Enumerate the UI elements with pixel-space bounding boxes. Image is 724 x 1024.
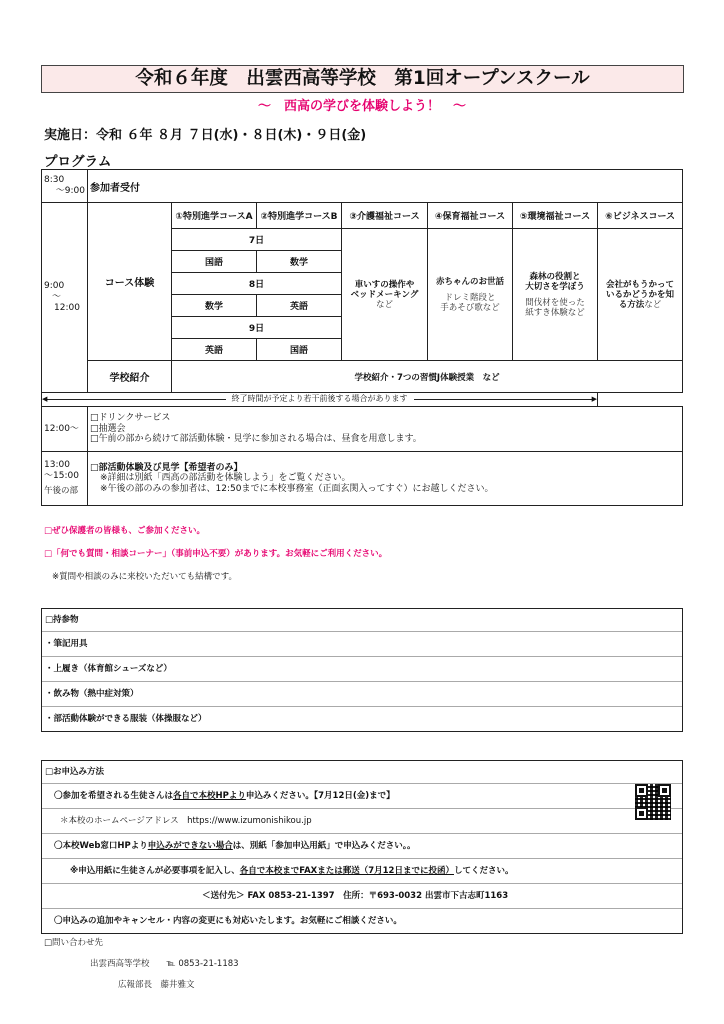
noon-item: □午前の部から続けて部活動体験・見学に参加される場合は、昼食を用意します。 <box>90 434 422 445</box>
time-end: ～9:00 <box>55 186 85 196</box>
day-9-label: 9日 <box>172 317 342 339</box>
apply-text: ※申込用紙に生徒さんが必要事項を記入し、 <box>70 866 240 876</box>
biz-sub-text: など <box>644 299 662 310</box>
program-heading: プログラム <box>44 154 112 170</box>
main-time-sep: ～ <box>52 292 62 302</box>
noon-item: □抽選会 <box>90 423 126 434</box>
guardian-note: □ぜひ保護者の皆様も、ご参加ください。 <box>44 526 206 536</box>
time-note: 終了時間が予定より若干前後する場合があります <box>226 393 414 404</box>
qr-finder <box>635 807 648 820</box>
day-7-label: 7日 <box>172 229 342 251</box>
course-header-1: ①特別進学コースA <box>172 203 257 229</box>
apply-line-1 <box>42 784 682 809</box>
reception-row <box>42 170 683 203</box>
contact-label: □問い合わせ先 <box>44 938 104 948</box>
day-7-subject-a: 国語 <box>172 251 257 273</box>
nursery-sub-text: ドレミ階段と 手あそび歌など <box>440 292 500 313</box>
biz-main-text: 会社がもうかって いるかどうかを知 る方法 <box>606 279 675 310</box>
club-activity-title: □部活動体験及び見学【希望者のみ】 <box>90 462 243 473</box>
day-8-label: 8日 <box>172 273 342 295</box>
main-time-end: 12:00 <box>54 303 80 313</box>
subtitle: ～ 西高の学びを体験しよう！ ～ <box>257 99 466 114</box>
page-title: 令和６年度 出雲西高等学校 第1回オープンスクール <box>41 65 684 93</box>
env-sub-text: 間伐材を使った 紙すき体験など <box>525 297 585 318</box>
time-start: 8:30 <box>44 175 65 185</box>
apply-text-underlined: 申込みができない場合 <box>147 841 233 851</box>
env-course-desc <box>513 229 598 361</box>
program-table <box>41 169 683 506</box>
day-9-subject-b: 国語 <box>257 339 342 361</box>
arrow-right-icon: ▶ <box>591 395 597 403</box>
arrow-left-icon: ◀ <box>42 395 48 403</box>
apply-text: 〇本校Web窓口HPより <box>54 841 148 851</box>
apply-text: 申込みください。【7月12日(金)まで】 <box>245 791 395 801</box>
item-clothes: ・部活動体験ができる服装（体操服など） <box>45 714 207 724</box>
school-intro-text: 学校紹介・7つの習慣J体験授業 など <box>172 361 683 393</box>
noon-item: □ドリンクサービス <box>90 413 171 424</box>
item-writing-tools: ・筆記用具 <box>42 632 682 657</box>
care-main-text: 車いすの操作や ベッドメーキング <box>350 279 419 300</box>
main-time <box>42 203 88 393</box>
contact-school: 出雲西高等学校 ℡ 0853-21-1183 <box>90 959 239 969</box>
items-title: □持参物 <box>42 609 682 632</box>
reception-label: 参加者受付 <box>88 170 683 203</box>
nursery-main-text: 赤ちゃんのお世話 <box>435 276 504 287</box>
pm-time-end: ～15:00 <box>44 471 79 481</box>
apply-line-5: ＜送付先＞ FAX 0853-21-1397 住所：〒693-0032 出雲市下古志町1163 <box>42 884 682 909</box>
club-activity <box>88 452 683 506</box>
day-7-subject-b: 数学 <box>257 251 342 273</box>
course-header-3: ③介護福祉コース <box>342 203 428 229</box>
day-9-subject-a: 英語 <box>172 339 257 361</box>
course-header-6: ⑥ビジネスコース <box>598 203 683 229</box>
qr-code[interactable] <box>635 784 671 820</box>
apply-title: □お申込み方法 <box>42 761 682 784</box>
event-date: 実施日：令和 ６年 ８月 ７日(水)・８日(木)・９日(金) <box>44 128 367 143</box>
day-8-subject-b: 英語 <box>257 295 342 317</box>
time-note-row <box>42 393 598 407</box>
apply-text: は、別紙「参加申込用紙」で申込みください。。 <box>232 841 416 851</box>
nursery-course-desc <box>428 229 513 361</box>
pm-label: 午後の部 <box>44 486 79 496</box>
apply-line-6: 〇申込みの追加やキャンセル・内容の変更にも対応いたします。お気軽にご相談ください。 <box>54 916 402 926</box>
noon-items <box>88 407 683 452</box>
item-indoor-shoes: ・上履き（体育館シューズなど） <box>42 657 682 682</box>
items-box <box>41 608 683 732</box>
reception-time <box>42 170 88 203</box>
apply-text-underlined: 各自で本校HPより <box>173 791 246 801</box>
course-header-4: ④保育福祉コース <box>428 203 513 229</box>
consult-note: □「何でも質問・相談コーナー」（事前申込不要）があります。お気軽にご利用ください。 <box>44 549 388 559</box>
care-sub-text: など <box>375 299 393 310</box>
school-intro-label: 学校紹介 <box>88 361 172 393</box>
pm-time-start: 13:00 <box>44 460 70 470</box>
apply-text: 〇参加を希望される生徒さんは <box>54 791 174 801</box>
qr-finder <box>658 784 671 797</box>
club-note: ※午後の部のみの参加者は、12:50までに本校事務室（正面玄関入ってすぐ）にお越しください。 <box>100 483 494 494</box>
qr-finder <box>635 784 648 797</box>
club-note: ※詳細は別紙「西高の部活動を体験しよう」をご覧ください。 <box>100 473 351 484</box>
contact-person: 広報部長 藤井雅文 <box>118 980 195 990</box>
afternoon-time <box>42 452 88 506</box>
course-experience-label: コース体験 <box>88 203 172 361</box>
apply-line-3 <box>42 834 682 859</box>
apply-text-underlined: 各自で本校までFAXまたは郵送（7月12日までに投函） <box>239 866 454 876</box>
consult-sub-note: ※質問や相談のみに来校いただいても結構です。 <box>52 572 237 582</box>
apply-line-2: ＊本校のホームページアドレス https://www.izumonishikou.jp <box>42 809 682 834</box>
biz-course-desc <box>598 229 683 361</box>
main-time-start: 9:00 <box>44 281 65 291</box>
apply-text: してください。 <box>453 866 514 876</box>
apply-box <box>41 760 683 934</box>
course-header-5: ⑤環境福祉コース <box>513 203 598 229</box>
apply-line-4 <box>42 859 682 884</box>
day-8-subject-a: 数学 <box>172 295 257 317</box>
course-header-2: ②特別進学コースB <box>257 203 342 229</box>
care-course-desc <box>342 229 428 361</box>
env-main-text: 森林の役割と 大切さを学ぼう <box>525 271 585 292</box>
noon-time: 12:00～ <box>42 407 88 452</box>
item-drink: ・飲み物（熱中症対策） <box>42 682 682 707</box>
